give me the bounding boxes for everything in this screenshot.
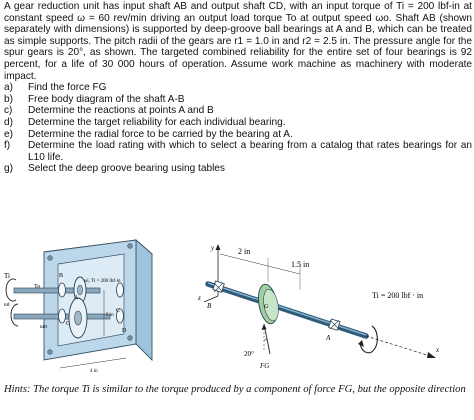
question-text: Find the force FG	[28, 82, 107, 94]
shaft-ab	[208, 284, 366, 336]
problem-statement	[4, 1, 472, 175]
question-e	[4, 129, 472, 141]
bolt-icon	[48, 350, 53, 355]
bearing-icon	[117, 283, 124, 297]
question-f	[4, 140, 472, 163]
label-b: B	[59, 273, 64, 279]
label-d: D	[122, 328, 127, 334]
question-text: Determine the radial force to be carried by the bearing at A.	[28, 128, 293, 140]
gearbox-drawing	[4, 240, 152, 374]
label-angle: 20°	[244, 350, 254, 358]
label-a: A	[74, 295, 79, 301]
input-shaft	[14, 288, 100, 293]
gearbox-inner-cavity	[58, 254, 124, 346]
figure	[0, 232, 474, 382]
bearing-icon	[59, 309, 66, 323]
label-wi: ωi	[4, 302, 10, 308]
label-4in: 4 in	[90, 369, 98, 374]
question-marker: a)	[4, 82, 13, 94]
bearing-icon	[59, 283, 66, 297]
shaft-ab-highlight	[208, 283, 366, 335]
torque-arrow-icon	[360, 326, 377, 353]
label-fg: FG	[260, 362, 270, 370]
label-a: A	[326, 334, 331, 342]
question-text: Determine the target reliability for each individual bearing.	[28, 116, 286, 128]
x-axis-arrowhead-icon	[427, 352, 436, 358]
label-y: y	[211, 244, 215, 252]
label-to: To	[34, 284, 41, 290]
label-2in: 2 in	[238, 247, 251, 256]
problem-intro: A gear reduction unit has input shaft AB and output shaft CD, with an input torque of Ti = 200 lbf-in at constant speed ω = 60 rev/min driving an output load torque To at output speed ωo. Shaft AB (shown separately with dimensions) is supported by deep-groove ball bearings at A and B, which can be treated as simple supports. The pitch radii of the gears are r1 = 1.0 in and r2 = 2.5 in. The pressure angle for the spur gears is 20°, as shown. The targeted combined reliability for the entire set of four bearings is 92 percent, for a life of 30 000 hours of operation. Assume work machine as machinery with moderate impact.	[4, 1, 472, 82]
question-marker: e)	[4, 128, 13, 140]
y-axis-arrowhead-icon	[216, 244, 221, 250]
dimension-line-4in	[60, 358, 126, 368]
label-5in: 5 in	[106, 313, 114, 318]
question-d	[4, 117, 472, 129]
label-g: G	[66, 321, 71, 327]
question-a	[4, 82, 472, 94]
large-gear-hub	[75, 311, 82, 325]
question-marker: b)	[4, 93, 13, 105]
question-c	[4, 105, 472, 117]
question-list	[4, 82, 472, 175]
label-b: B	[207, 302, 212, 310]
label-wo: ωo	[40, 324, 47, 330]
label-1-5in: 1.5 in	[291, 260, 310, 269]
label-x: x	[436, 346, 440, 354]
label-z: z	[198, 294, 201, 302]
bolt-icon	[128, 336, 133, 341]
question-marker: g)	[4, 163, 13, 175]
label-g1: G	[264, 304, 269, 310]
bolt-icon	[48, 256, 53, 261]
question-marker: f)	[4, 140, 11, 152]
label-torque: Ti = 200 lbf · in	[372, 291, 424, 300]
shaft-ab-drawing	[197, 244, 440, 370]
question-b	[4, 94, 472, 106]
pinion-hub	[78, 285, 83, 295]
question-marker: c)	[4, 105, 13, 117]
question-text: Determine the load rating with which to select a bearing from a catalog that rates bearings for an L10 life.	[28, 140, 472, 163]
question-g	[4, 163, 472, 175]
hints-text: Hints: The torque Ti is similar to the torque produced by a component of force FG, but the opposite direction	[4, 384, 466, 395]
label-box-torque: ωi, Ti = 200 lbf·in	[84, 279, 121, 284]
label-ti: Ti	[4, 272, 10, 280]
question-marker: d)	[4, 116, 13, 128]
question-text: Select the deep groove bearing using tables	[28, 163, 225, 175]
bolt-icon	[128, 244, 133, 249]
gearbox-right-face	[136, 240, 152, 360]
label-c: C	[116, 308, 121, 314]
question-text: Free body diagram of the shaft A-B	[28, 93, 185, 105]
question-text: Determine the reactions at points A and B	[28, 105, 214, 117]
